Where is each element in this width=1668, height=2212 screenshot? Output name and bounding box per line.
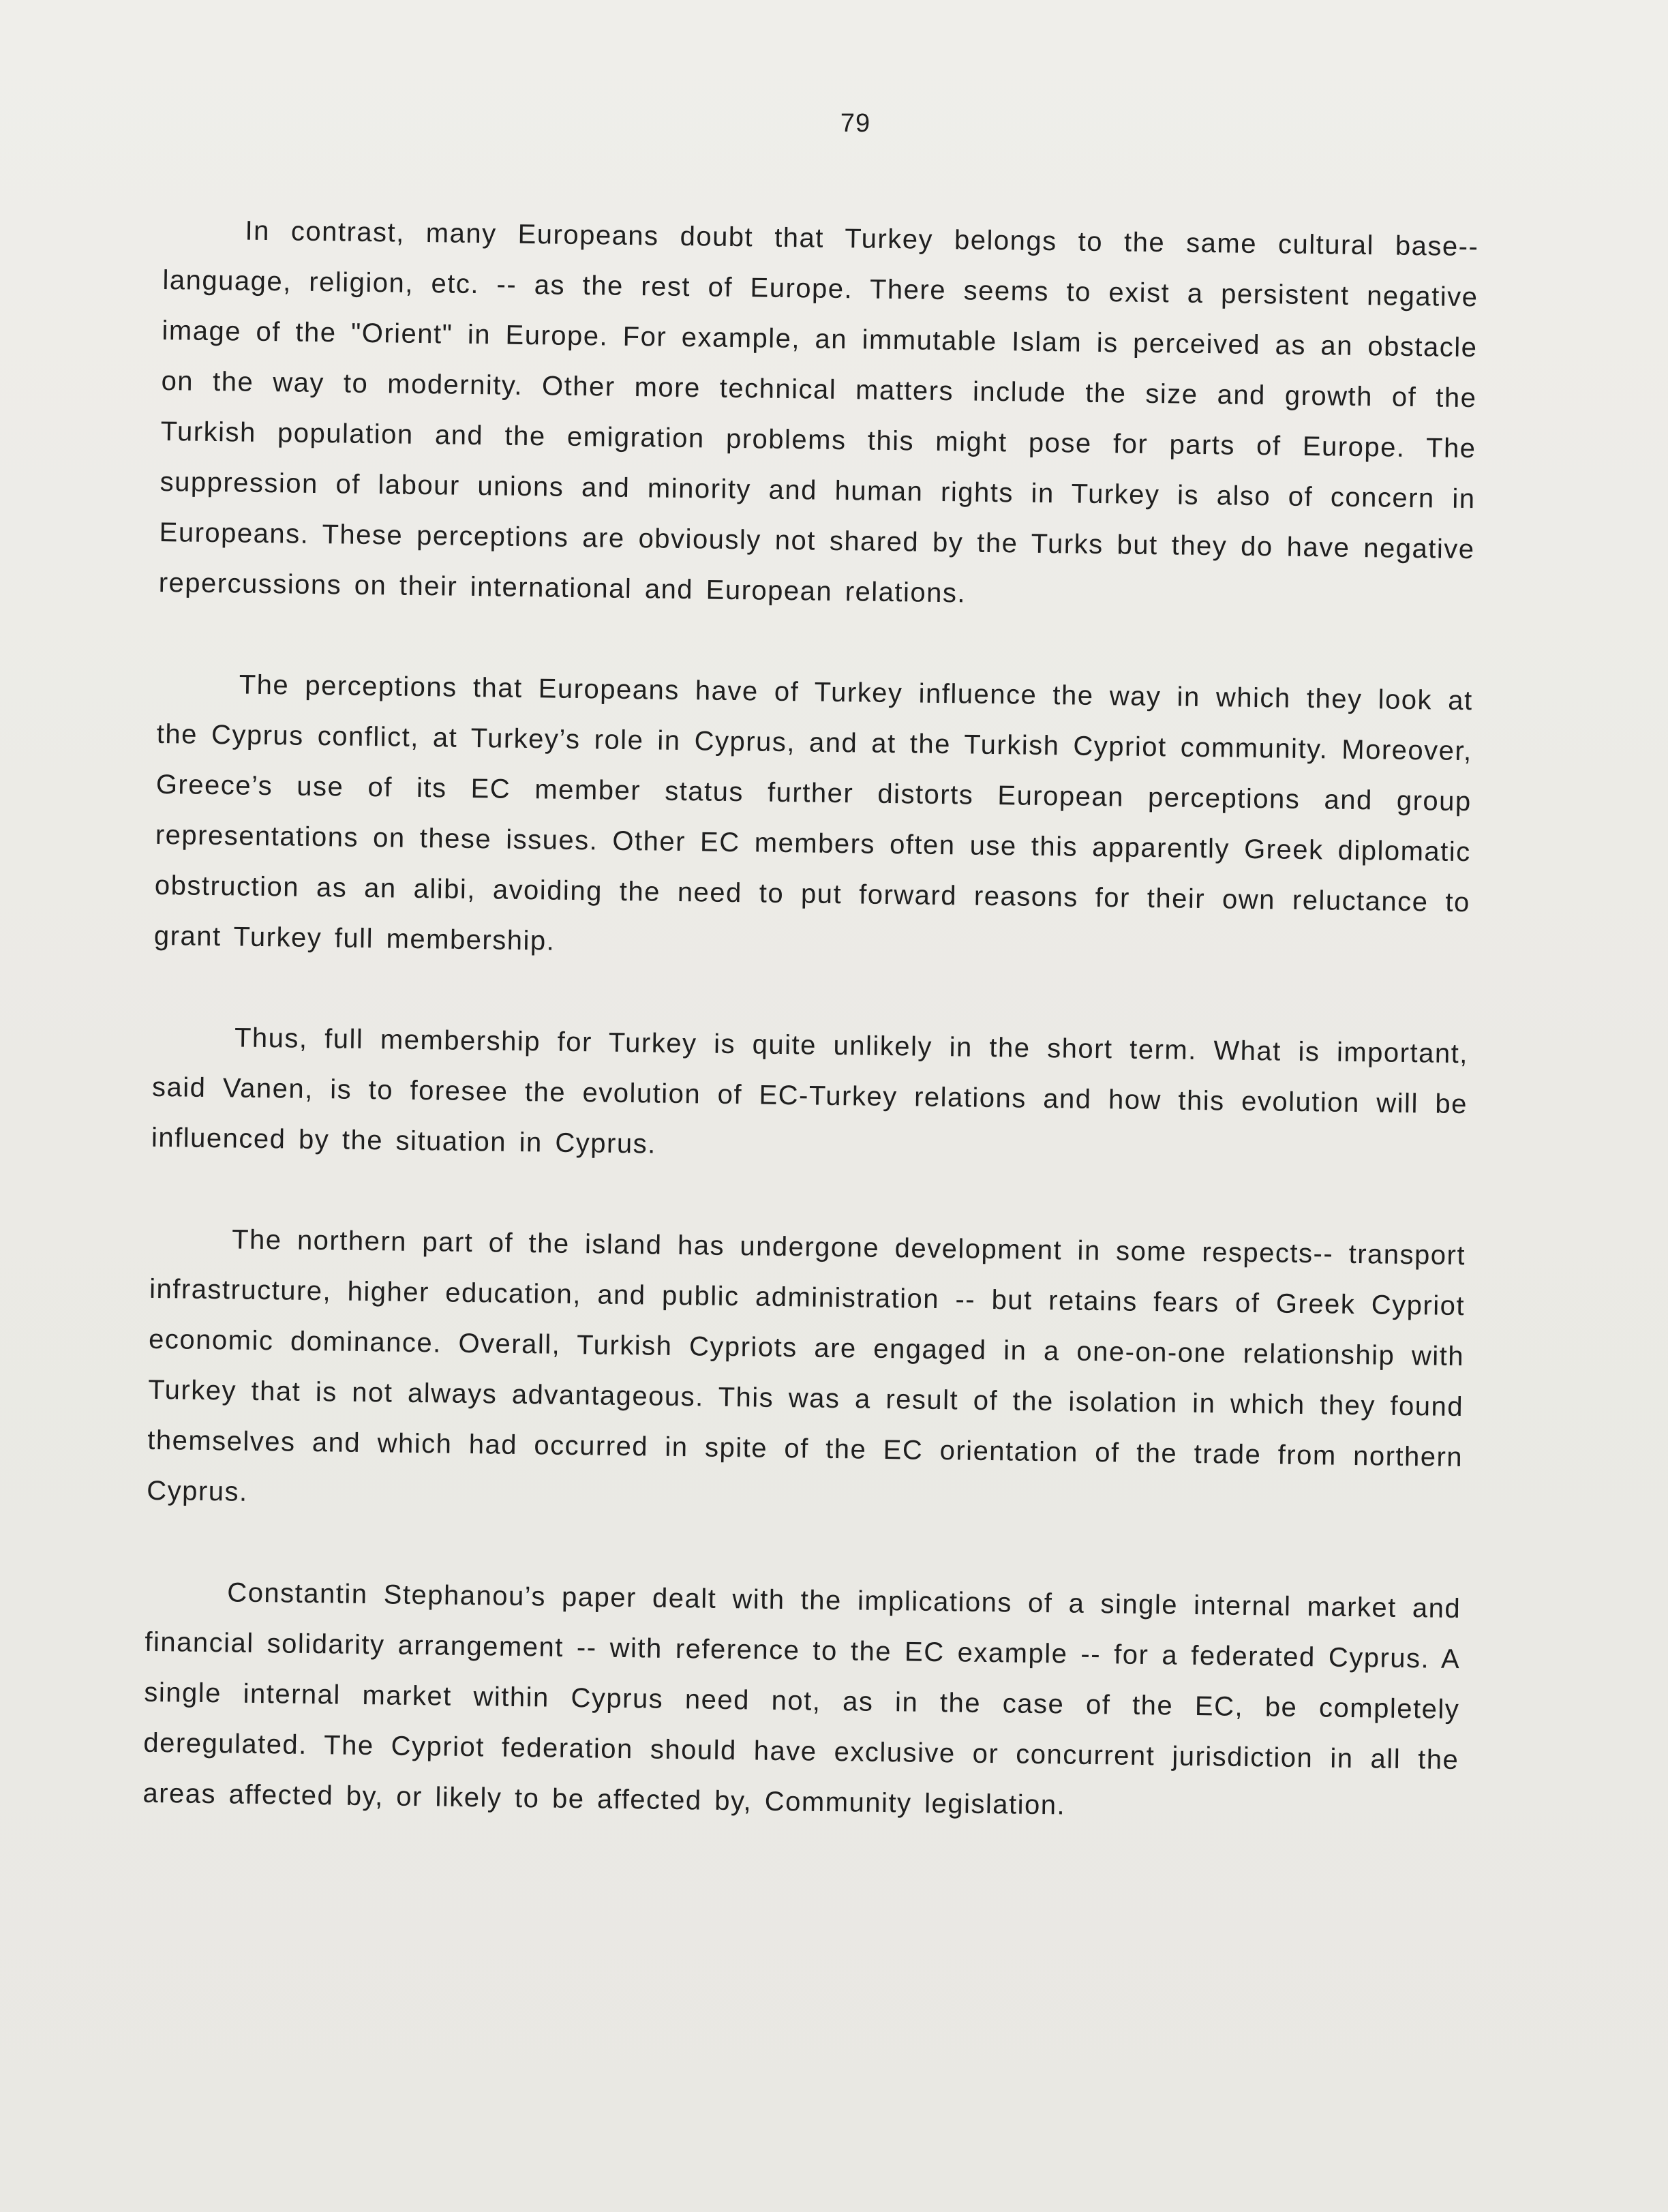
body-text (142, 204, 1479, 1886)
paragraph: The perceptions that Europeans have of Turkey influence the way in which they look at the Cyprus conflict, at Turkey’s role in Cyprus, and at the Turkish Cypriot community. Moreover, Greece’s use of its EC member status further distorts European perceptions and group representations on these issues. Other EC members often use this apparently Greek diplomatic obstruction as an alibi, avoiding the need to put forward reasons for their own reluctance to grant Turkey full membership. (153, 669, 1473, 956)
paragraph: In contrast, many Europeans doubt that Turkey belongs to the same cultural base-- language, religion, etc. -- as the rest of Europe. There seems to exist a persistent negative image of the "Orient" in Europe. For example, an immutable Islam is perceived as an obstacle on the way to modernity. Other more technical matters include the size and growth of the Turkish population and the emigration problems this might pose for parts of Europe. The suppression of labour unions and minority and human rights in Turkey is also of concern in Europeans. These perceptions are obviously not shared by the Turks but they do have negative repercussions on their international and European relations. (158, 215, 1479, 609)
paragraph: Constantin Stephanou’s paper dealt with the implications of a single internal market and financial solidarity arrangement -- with reference to the EC example -- for a federated Cyprus. A single internal market within Cyprus need not, as in the case of the EC, be completely deregulated. The Cypriot federation should have exclusive or concurrent jurisdiction in all the areas affected by, or likely to be affected by, Community legislation. (142, 1577, 1461, 1821)
paragraph: Thus, full membership for Turkey is quite unlikely in the short term. What is important, said Vanen, is to foresee the evolution of EC-Turkey relations and how this evolution will be influenced by the situation in Cyprus. (151, 1022, 1469, 1160)
paragraph: The northern part of the island has undergone development in some respects-- transport infrastructure, higher education, and public administration -- but retains fears of Greek Cypriot economic dominance. Overall, Turkish Cypriots are engaged in a one-on-one relationship with Turkey that is not always advantageous. This was a result of the isolation in which they found themselves and which had occurred in spite of the EC orientation of the trade from northern Cyprus. (147, 1224, 1466, 1507)
page-number: 79 (840, 109, 871, 138)
